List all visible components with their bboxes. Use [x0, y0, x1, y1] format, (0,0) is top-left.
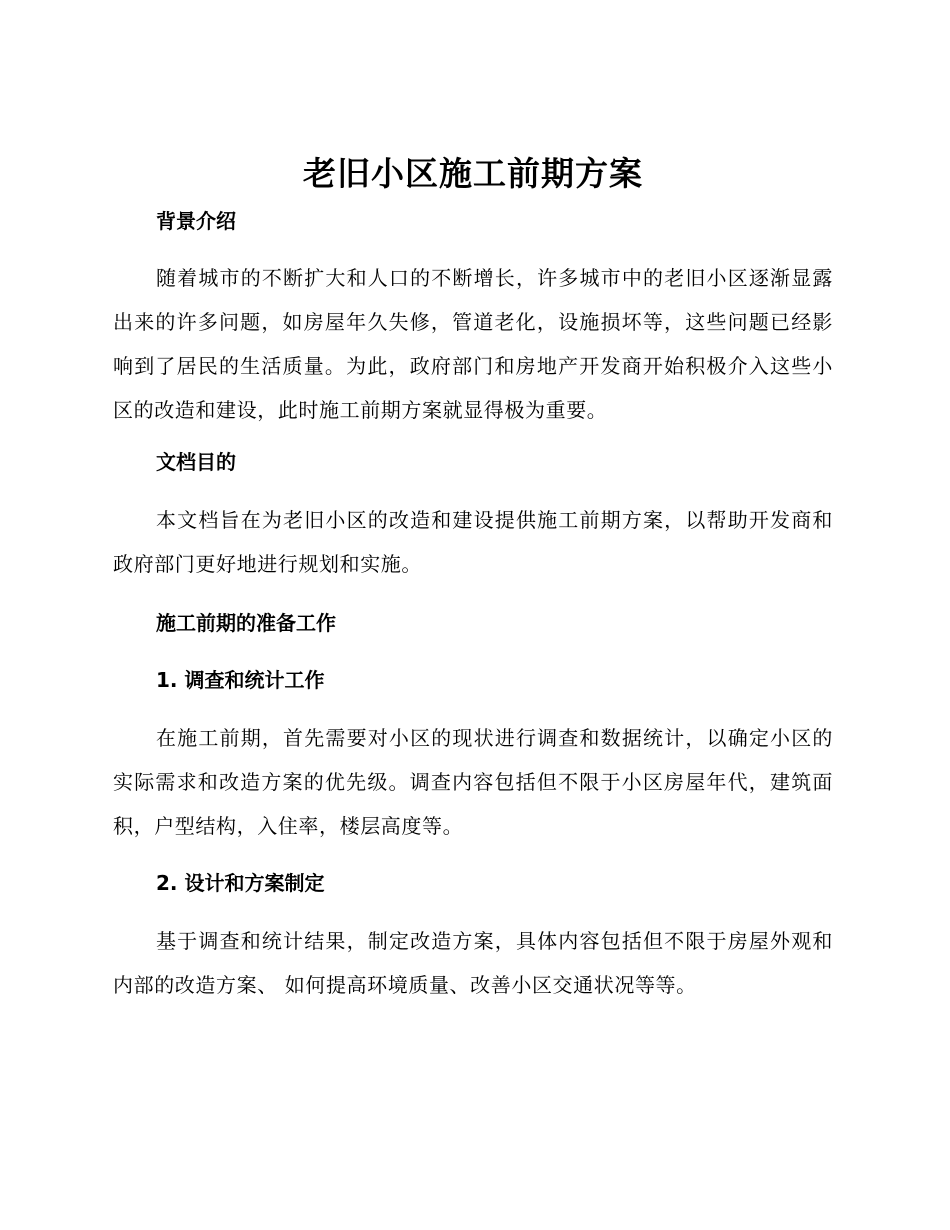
heading-purpose: 文档目的	[156, 450, 236, 474]
paragraph-purpose: 本文档旨在为老旧小区的改造和建设提供施工前期方案，以帮助开发商和政府部门更好地进行规划和实施。	[113, 508, 833, 576]
heading-preparation: 施工前期的准备工作	[156, 611, 336, 635]
heading-survey: 1. 调查和统计工作	[156, 668, 325, 692]
document-title: 老旧小区施工前期方案	[303, 154, 643, 193]
heading-background: 背景介绍	[156, 209, 236, 233]
paragraph-background: 随着城市的不断扩大和人口的不断增长，许多城市中的老旧小区逐渐显露出来的许多问题，如房屋年久失修，管道老化，设施损坏等，这些问题已经影响到了居民的生活质量。为此，政府部门和房地产开发商开始积极介入这些小区的改造和建设，此时施工前期方案就显得极为重要。	[113, 266, 833, 422]
paragraph-survey: 在施工前期，首先需要对小区的现状进行调查和数据统计，以确定小区的实际需求和改造方案的优先级。调查内容包括但不限于小区房屋年代，建筑面积，户型结构，入住率，楼层高度等。	[113, 726, 833, 838]
document-page	[113, 150, 833, 1007]
paragraph-design: 基于调查和统计结果，制定改造方案，具体内容包括但不限于房屋外观和内部的改造方案、 如何提高环境质量、改善小区交通状况等等。	[113, 929, 833, 997]
heading-design: 2. 设计和方案制定	[156, 871, 325, 895]
